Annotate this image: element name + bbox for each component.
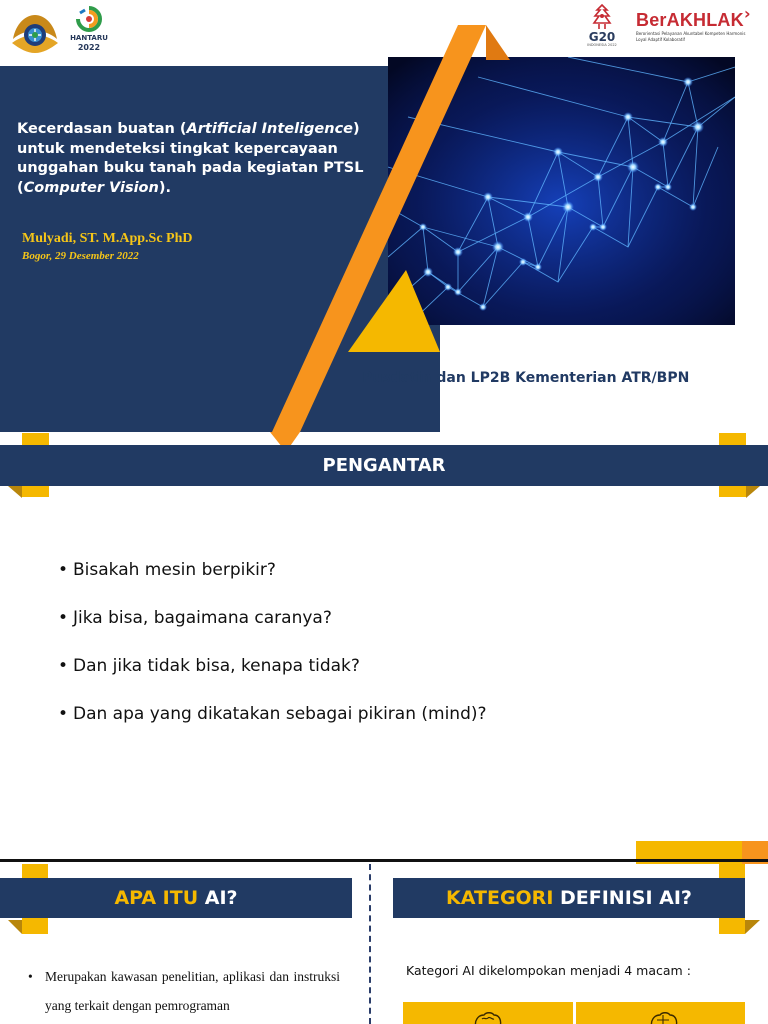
list-item: • Dan apa yang dikatakan sebagai pikiran (mind)?: [58, 704, 487, 724]
presentation-title: Kecerdasan buatan (Artificial Inteligence) untuk mendeteksi tingkat kepercayaan unggahan buku tanah pada kegiatan PTSL (Computer Vision).: [17, 121, 364, 196]
organization-name: Pusdatin dan LP2B Kementerian ATR/BPN: [362, 370, 690, 386]
kategori-definisi-title: KATEGORI DEFINISI AI?: [446, 887, 692, 909]
bullet: •: [28, 969, 33, 984]
apa-itu-ai-text: [28, 962, 340, 1020]
berakhlak-tagline: Berorientasi Pelayanan Akuntabel Kompeten Harmonis Loyal Adaptif Kolaboratif: [636, 31, 746, 42]
kategori-cards: [403, 1002, 745, 1024]
berakhlak-wordmark: BerAKHLAK: [636, 10, 744, 30]
pengantar-question-list: [58, 560, 487, 752]
kategori-card: [576, 1002, 746, 1024]
apa-itu-ai-paragraph: Merupakan kawasan penelitian, aplikasi dan instruksi yang terkait dengan pemrograman: [45, 969, 340, 1013]
brain-icon: [470, 1011, 504, 1024]
kategori-intro: Kategori AI dikelompokan menjadi 4 macam :: [406, 963, 691, 978]
presentation-date: Bogor, 29 Desember 2022: [22, 250, 139, 262]
list-item: • Jika bisa, bagaimana caranya?: [58, 608, 332, 628]
list-item: • Dan jika tidak bisa, kenapa tidak?: [58, 656, 360, 676]
g20-text: G20: [588, 30, 616, 44]
hantaru-year: 2022: [77, 43, 101, 52]
hantaru-name: HANTARU: [70, 34, 108, 42]
apa-itu-ai-title: APA ITU AI?: [114, 887, 238, 909]
slide3-top-border: [0, 859, 768, 862]
pengantar-title: PENGANTAR: [322, 455, 446, 476]
chevron-right-icon: ›: [744, 4, 751, 23]
brain-icon: [646, 1011, 680, 1024]
g20-subtext: INDONESIA 2022: [587, 43, 617, 47]
kategori-card: [403, 1002, 573, 1024]
slide-divider-dashed: [369, 864, 371, 1024]
list-item: • Bisakah mesin berpikir?: [58, 560, 276, 580]
author-name: Mulyadi, ST. M.App.Sc PhD: [22, 231, 193, 246]
